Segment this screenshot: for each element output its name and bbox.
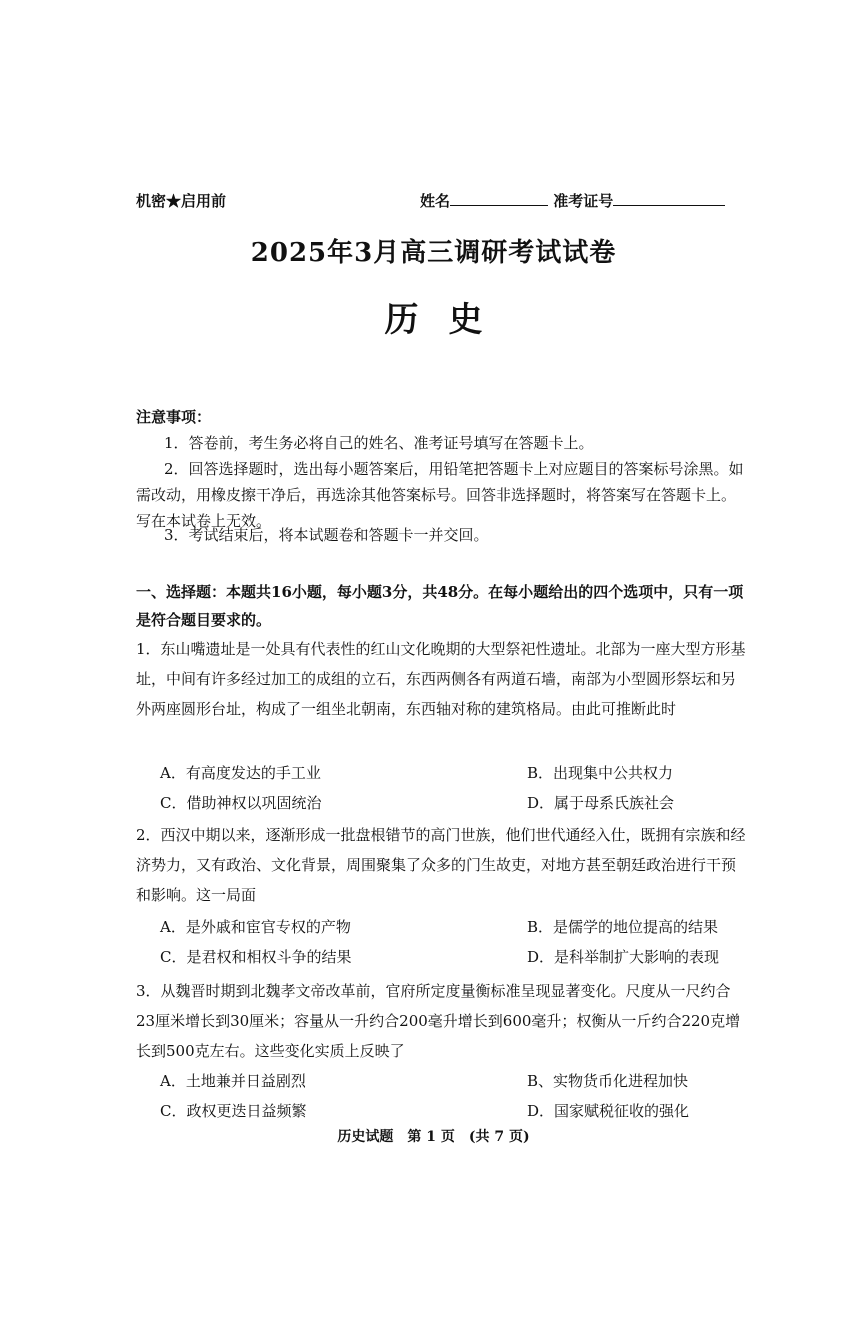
question-2-option-d: D．是科举制扩大影响的表现 [527,948,720,966]
notice-title: 注意事项： [136,408,212,426]
notice-item-1: 1．答卷前，考生务必将自己的姓名、准考证号填写在答题卡上。 [164,434,594,452]
question-1-stem: 1．东山嘴遗址是一处具有代表性的红山文化晚期的大型祭祀性遗址。北部为一座大型方形基址，中间有许多经过加工的成组的立石，东西两侧各有两道石墙，南部为小型圆形祭坛和另外两座圆形台址，构成了一组坐北朝南，东西轴对称的建筑格局。由此可推断此时 [136,640,746,718]
question-3-option-b: B、实物货币化进程加快 [527,1072,689,1090]
name-blank [450,191,548,206]
question-1-option-a: A．有高度发达的手工业 [160,764,321,782]
question-3-stem: 3．从魏晋时期到北魏孝文帝改革前，官府所定度量衡标准呈现显著变化。尺度从一尺约合23厘米增长到30厘米；容量从一升约合200毫升增长到600毫升；权衡从一斤约合220克增长到500克左右。这些变化实质上反映了 [136,982,741,1060]
page-footer: 历史试题 第 1 页 (共 7 页) [337,1129,530,1145]
candidate-info [420,190,725,211]
question-1-option-d: D．属于母系氏族社会 [527,794,675,812]
secret-label: 机密★启用前 [136,192,227,210]
question-1-option-c: C．借助神权以巩固统治 [160,794,322,812]
question-2-option-c: C．是君权和相权斗争的结果 [160,948,352,966]
question-3-option-d: D．国家赋税征收的强化 [527,1102,690,1120]
question-3-option-a: A．土地兼并日益剧烈 [160,1072,306,1090]
subject-title: 历史 [384,300,513,340]
ticket-label: 准考证号 [553,192,614,210]
notice-item-3: 3．考试结束后，将本试题卷和答题卡一并交回。 [164,526,489,544]
question-2-stem: 2．西汉中期以来，逐渐形成一批盘根错节的高门世族，他们世代通经入仕，既拥有宗族和经济势力，又有政治、文化背景，周围聚集了众多的门生故吏，对地方甚至朝廷政治进行干预和影响。这一局面 [136,826,746,904]
notice-item-2: 2．回答选择题时，选出每小题答案后，用铅笔把答题卡上对应题目的答案标号涂黑。如需改动，用橡皮擦干净后，再选涂其他答案标号。回答非选择题时，将答案写在答题卡上。写在本试卷上无效。 [136,460,744,530]
question-2-option-b: B．是儒学的地位提高的结果 [527,918,719,936]
question-1-option-b: B．出现集中公共权力 [527,764,674,782]
section-heading: 一、选择题：本题共16小题，每小题3分，共48分。在每小题给出的四个选项中，只有一项是符合题目要求的。 [136,583,744,629]
ticket-blank [613,191,725,206]
question-3-option-c: C．政权更迭日益频繁 [160,1102,307,1120]
exam-title: 2025年3月高三调研考试试卷 [250,238,617,268]
name-label: 姓名 [420,192,451,210]
question-2-option-a: A．是外戚和宦官专权的产物 [160,918,351,936]
